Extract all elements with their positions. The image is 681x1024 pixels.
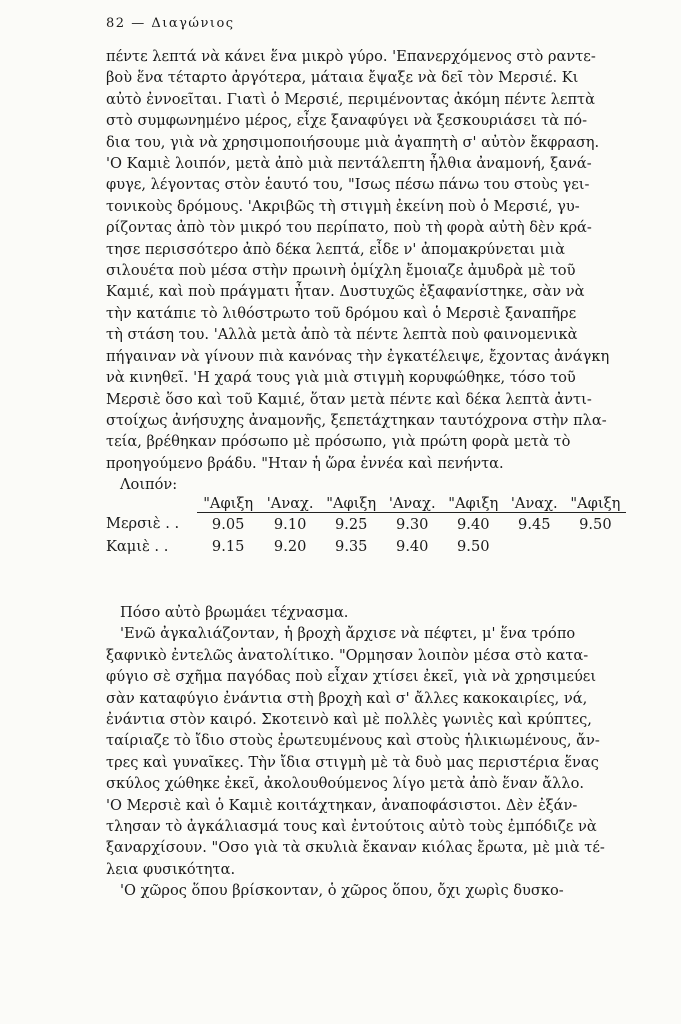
table-row: [106, 513, 626, 536]
timetable-header-row: [106, 488, 626, 513]
text-line: τὴ στάση του. 'Αλλὰ μετὰ ἀπὸ τὰ πέντε λεπτὰ ποὺ φαινομενικὰ: [106, 326, 578, 344]
table-cell: 9.15: [211, 537, 245, 555]
table-cell: 9.35: [334, 537, 368, 555]
column-header: 'Αναχ.: [504, 488, 565, 513]
table-cell: 9.45: [518, 515, 551, 533]
text-line: Καμιέ, καὶ ποὺ πράγματι ἦταν. Δυστυχῶς ἐξαφανίστηκε, σὰν νὰ: [106, 283, 585, 301]
text-line: στοίχως ἀνήσυχης ἀναμονῆς, ξεπετάχτηκαν ταυτόχρονα στὴν πλα-: [106, 411, 607, 429]
table-cell: 9.25: [334, 515, 368, 533]
text-line: δια του, γιὰ νὰ χρησιμοποιήσουμε μιὰ ἀγαπητὴ σ' αὐτὸν ἔκφραση.: [106, 133, 600, 151]
column-header: "Αφιξη: [197, 488, 260, 513]
text-line: σιλουέτα ποὺ μέσα στὴν πρωινὴ ὁμίχλη ἔμοιαζε ἀμυδρὰ μὲ τοῦ: [106, 262, 576, 280]
column-header: 'Αναχ.: [260, 488, 321, 513]
table-row: [106, 535, 626, 557]
header-dash: —: [131, 16, 146, 31]
table-cell: 9.05: [211, 515, 245, 533]
page-number: 82: [106, 16, 126, 31]
text-line: τλησαν τὸ ἀγκάλιασμά τους καὶ ἐντούτοις αὐτὸ τοὺς ἐμπόδιζε νὰ: [106, 818, 597, 836]
paragraph-2: [106, 602, 624, 902]
text-line: ξαφνικὸ ἐντελῶς ἀνατολίτικο. "Ορμησαν λοιπὸν μέσα στὸ κατα-: [106, 646, 589, 664]
text-line: πέντε λεπτά νὰ κάνει ἕνα μικρὸ γύρο. 'Επανερχόμενος στὸ ραντε-: [106, 48, 596, 65]
table-cell: [504, 535, 565, 557]
text-line: 'Ο Καμιὲ λοιπόν, μετὰ ἀπὸ μιὰ πεντάλεπτη ἦλθια ἀναμονή, ξανά-: [106, 155, 592, 173]
timetable-corner: [106, 488, 197, 513]
column-header: "Αφιξη: [443, 488, 504, 513]
timetable: [106, 488, 626, 557]
table-cell: 9.50: [579, 515, 612, 533]
text-line: τὴν κατάπιε τὸ λιθόστρωτο τοῦ δρόμου καὶ ὁ Μερσιὲ ξαναπῆρε: [106, 304, 577, 322]
text-line: τεία, βρέθηκαν πρόσωπο μὲ πρόσωπο, γιὰ πρώτη φορὰ μετὰ τὸ: [106, 433, 571, 451]
text-line: στὸ συμφωνημένο μέρος, εἶχε ξαναφύγει νὰ ξεσκουριάσει τὰ πό-: [106, 112, 588, 130]
table-cell: 9.30: [395, 515, 429, 533]
paragraph-1: [106, 46, 624, 496]
table-cell: 9.50: [457, 537, 490, 555]
text-line: σὰν καταφύγιο ἐνάντια στὴ βροχὴ καὶ σ' ἄλλες κακοκαιρίες, νά,: [106, 689, 588, 707]
text-line: βοὺ ἕνα τέταρτο ἀργότερα, μάταια ἔψαξε νὰ δεῖ τὸν Μερσιέ. Κι: [106, 69, 579, 87]
text-line: σκύλος χώθηκε ἐκεῖ, ἀκολουθούμενος λίγο μετὰ ἀπὸ ἕναν ἄλλο.: [106, 775, 584, 793]
text-line: ταίριαζε τὸ ἴδιο στοὺς ἐρωτευμένους καὶ στοὺς ἡλικιωμένους, ἄν-: [106, 732, 600, 750]
loipon-label: Λοιπόν:: [120, 476, 178, 494]
timetable-grid: [106, 488, 626, 557]
header-title: Διαγώνιος: [151, 16, 235, 31]
row-label: Μερσιὲ . .: [106, 515, 180, 533]
text-line: τρες καὶ γυναῖκες. Τὴν ἴδια στιγμὴ μὲ τὰ δυὸ μας περιστέρια ἕνας: [106, 753, 599, 771]
row-label: Καμιὲ . .: [106, 537, 169, 555]
column-header: "Αφιξη: [565, 488, 626, 513]
table-cell: [565, 535, 626, 557]
text-line: Πόσο αὐτὸ βρωμάει τέχνασμα.: [120, 604, 349, 621]
text-line: ἐνάντια στὸν καιρό. Σκοτεινὸ καὶ μὲ πολλὲς γωνιὲς καὶ κρύπτες,: [106, 711, 592, 729]
text-line: ρίζοντας ἀπὸ τὸν μικρό του περίπατο, ποὺ τὴ φορὰ αὐτὴ δὲν κρά-: [106, 219, 592, 237]
column-header: "Αφιξη: [321, 488, 382, 513]
column-header: 'Αναχ.: [382, 488, 443, 513]
text-line: 'Ο χῶρος ὅπου βρίσκονταν, ὁ χῶρος ὅπου, ὄχι χωρὶς δυσκο-: [120, 882, 564, 900]
text-line: Μερσιὲ ὅσο καὶ τοῦ Καμιέ, ὅταν μετὰ πέντε καὶ δέκα λεπτὰ ἀντι-: [106, 390, 592, 408]
text-line: νὰ κινηθεῖ. 'Η χαρά τους γιὰ μιὰ στιγμὴ κορυφώθηκε, τόσο τοῦ: [106, 369, 576, 387]
table-cell: 9.10: [273, 515, 307, 533]
text-line: 'Ο Μερσιὲ καὶ ὁ Καμιὲ κοιτάχτηκαν, ἀναποφάσιστοι. Δὲν ἐξάν-: [106, 796, 578, 814]
text-line: πήγαιναν νὰ γίνουν πιὰ κανόνας τὴν ἐγκατέλειψε, ἔχοντας ἀνάγκη: [106, 347, 610, 365]
text-line: φυγε, λέγοντας στὸν ἑαυτό του, "Ισως πέσω πάνω του στοὺς γει-: [106, 176, 590, 194]
table-cell: 9.20: [273, 537, 307, 555]
running-head: [106, 16, 235, 31]
text-line: προηγούμενο βράδυ. "Ηταν ἡ ὥρα ἐννέα καὶ πενήντα.: [106, 454, 504, 472]
text-line: αὐτὸ ἐννοεῖται. Γιατὶ ὁ Μερσιέ, περιμένοντας ἀκόμη πέντε λεπτὰ: [106, 90, 595, 108]
text-line: τησε περισσότερο ἀπὸ δέκα λεπτά, εἶδε ν' ἀπομακρύνεται μιὰ: [106, 240, 565, 258]
text-line: 'Ενῶ ἀγκαλιάζονταν, ἡ βροχὴ ἄρχισε νὰ πέφτει, μ' ἕνα τρόπο: [120, 625, 576, 643]
text-line: ξαναρχίσουν. "Οσο γιὰ τὰ σκυλιὰ ἔκαναν κιόλας ἔρωτα, μὲ μιὰ τέ-: [106, 839, 605, 857]
text-line: τονικοὺς δρόμους. 'Ακριβῶς τὴ στιγμὴ ἐκείνη ποὺ ὁ Μερσιέ, γυ-: [106, 197, 580, 215]
text-line: φύγιο σὲ σχῆμα παγόδας ποὺ εἶχαν χτίσει ἐκεῖ, γιὰ νὰ χρησιμεύει: [106, 668, 597, 686]
table-cell: 9.40: [395, 537, 429, 555]
text-line: λεια φυσικότητα.: [106, 860, 236, 878]
table-cell: 9.40: [457, 515, 490, 533]
